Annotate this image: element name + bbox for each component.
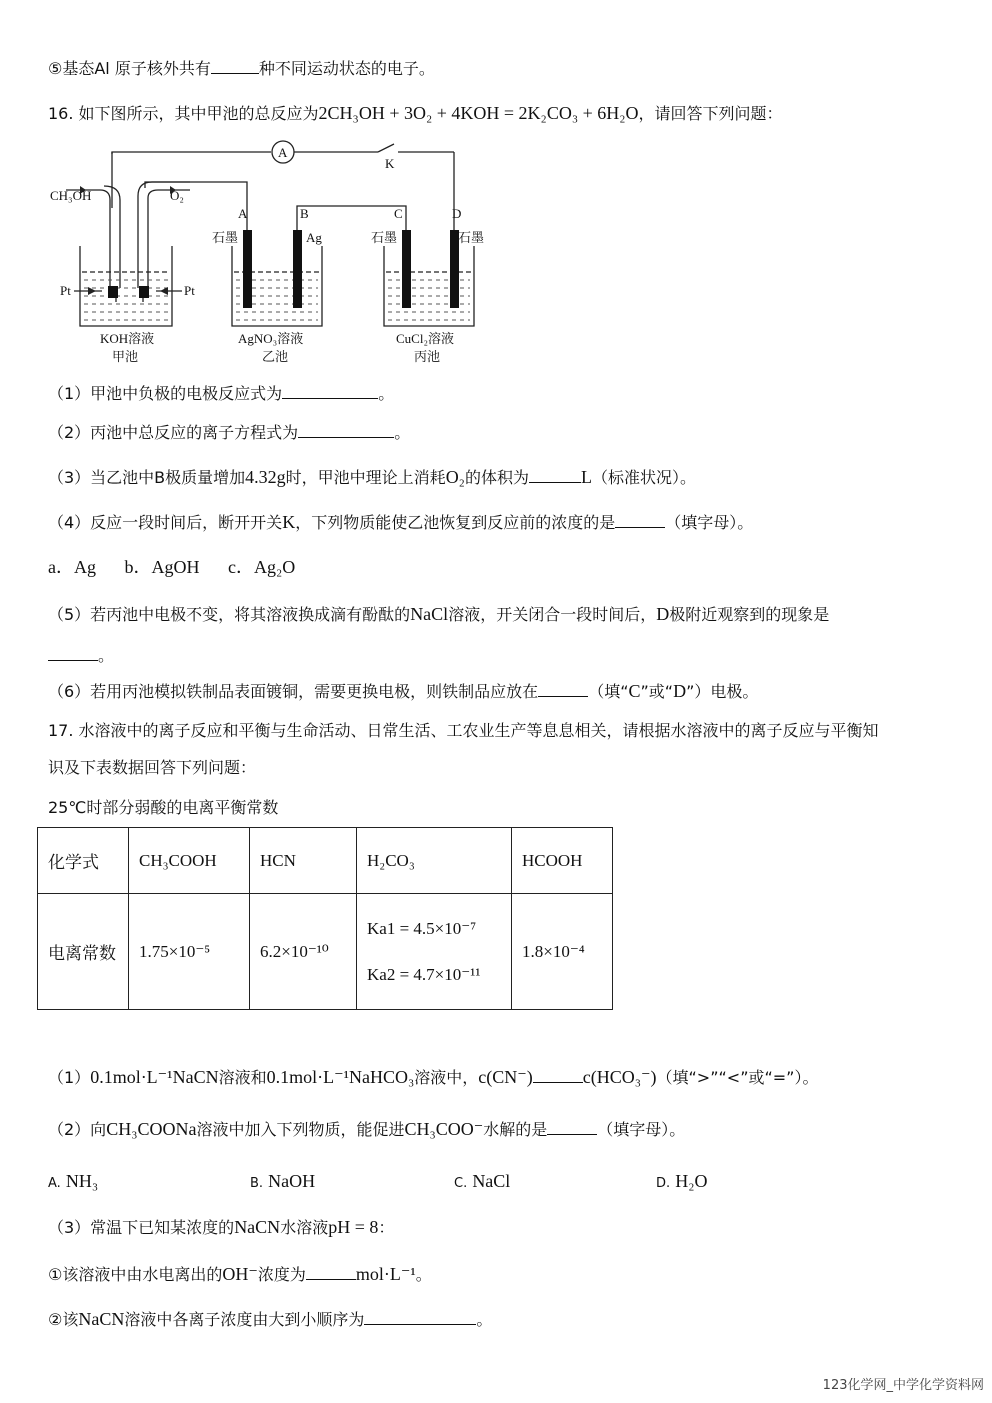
q17-p3-1: ①该溶液中由水电离出的OH⁻浓度为 mol·L⁻¹。	[48, 1264, 432, 1284]
total-equation: 2CH₃OH + 3O₂ + 4KOH = 2K₂CO₃ + 6H₂O	[318, 103, 639, 123]
answer-blank[interactable]	[529, 467, 581, 483]
answer-blank[interactable]	[615, 512, 665, 528]
q17-p3-2: ②该NaCN溶液中各离子浓度由大到小顺序为 。	[48, 1309, 493, 1329]
switch-label: K	[385, 156, 395, 171]
label-b: B	[300, 206, 309, 221]
q16-p5-answer: 。	[48, 645, 114, 667]
q17-stem-line2: 识及下表数据回答下列问题：	[48, 758, 257, 777]
q16-p5: （5）若丙池中电极不变，将其溶液换成滴有酚酞的NaCl溶液，开关闭合一段时间后，D极附近观察到的现象是	[48, 604, 830, 624]
table-header-row: 化学式 CH₃COOH HCN H₂CO₃ HCOOH	[38, 828, 613, 894]
q16-stem: 16. 如下图所示，其中甲池的总反应为2CH₃OH + 3O₂ + 4KOH = 2K₂CO₃ + 6H₂O，请回答下列问题：	[48, 103, 783, 123]
graphite-label-3: 石墨	[458, 230, 485, 245]
pt-left-label: Pt	[60, 283, 71, 298]
o2-label: O₂	[170, 188, 184, 203]
pool3-solution: CuCl₂溶液	[396, 331, 454, 346]
ka1-value: Ka1 = 4.5×10⁻⁷	[367, 918, 477, 938]
ionization-constant-table	[37, 827, 613, 1010]
q16-p1: （1）甲池中负极的电极反应式为 。	[48, 384, 395, 403]
option-a: a．Ag	[48, 557, 96, 577]
label-d: D	[452, 206, 462, 221]
ammeter-label: A	[278, 145, 288, 160]
option-c: c．Ag₂O	[228, 557, 296, 577]
ka2-value: Ka2 = 4.7×10⁻¹¹	[367, 964, 481, 984]
answer-blank[interactable]	[306, 1264, 356, 1280]
electrode-b	[293, 230, 302, 308]
graphite-label-1: 石墨	[212, 230, 239, 245]
ch3oh-label: CH₃OH	[50, 188, 92, 203]
q17-option-a: A. NH₃	[48, 1171, 99, 1191]
q15-item5: ⑤基态Al 原子核外共有 种不同运动状态的电子。	[48, 59, 435, 78]
pool1-solution: KOH溶液	[100, 331, 155, 346]
ag-label: Ag	[306, 230, 322, 245]
answer-blank[interactable]	[364, 1309, 476, 1325]
q17-p1: （1）0.1mol·L⁻¹NaCN溶液和0.1mol·L⁻¹NaHCO₃溶液中，c(CN⁻) c(HCO₃⁻)（填“>”“<”或“=”）。	[48, 1067, 819, 1087]
q17-option-b: B. NaOH	[250, 1171, 316, 1191]
label-c: C	[394, 206, 403, 221]
electrochemistry-diagram	[40, 138, 510, 370]
pool2-name: 乙池	[262, 349, 289, 364]
pt-right-label: Pt	[184, 283, 195, 298]
q17-option-c: C. NaCl	[454, 1171, 511, 1191]
answer-blank[interactable]	[298, 422, 394, 438]
label-a: A	[238, 206, 248, 221]
table-caption: 25℃时部分弱酸的电离平衡常数	[48, 798, 279, 817]
answer-blank[interactable]	[533, 1067, 583, 1083]
pool2-solution: AgNO₃溶液	[238, 331, 304, 346]
answer-blank[interactable]	[211, 58, 259, 74]
answer-blank[interactable]	[538, 681, 588, 697]
answer-blank[interactable]	[282, 383, 378, 399]
q16-p4: （4）反应一段时间后，断开开关K，下列物质能使乙池恢复到反应前的浓度的是 （填字母）。	[48, 512, 754, 532]
footer-watermark: 123化学网_中学化学资料网	[822, 1378, 984, 1393]
electrode-c	[402, 230, 411, 308]
pool3-name: 丙池	[414, 349, 441, 364]
electrode-a	[243, 230, 252, 308]
q17-option-d: D. H₂O	[656, 1171, 708, 1191]
table-row: 电离常数 1.75×10⁻⁵ 6.2×10⁻¹⁰ Ka1 = 4.5×10⁻⁷ Ka2 = 4.7×10⁻¹¹ 1.8×10⁻⁴	[38, 894, 613, 1010]
q17-p3: （3）常温下已知某浓度的NaCN水溶液pH = 8：	[48, 1217, 395, 1237]
q16-p6: （6）若用丙池模拟铁制品表面镀铜，需要更换电极，则铁制品应放在 （填“C”或“D”）电极。	[48, 681, 759, 701]
q17-stem-line1: 17. 水溶液中的离子反应和平衡与生命活动、日常生活、工农业生产等息息相关，请根据水溶液中的离子反应与平衡知	[48, 721, 879, 740]
q17-p2: （2）向CH₃COONa溶液中加入下列物质，能促进CH₃COO⁻水解的是 （填字母）。	[48, 1119, 686, 1139]
q16-p2: （2）丙池中总反应的离子方程式为 。	[48, 423, 411, 442]
answer-blank[interactable]	[48, 645, 98, 661]
q16-p4-options	[48, 556, 295, 578]
graphite-label-2: 石墨	[371, 230, 398, 245]
q16-p3: （3）当乙池中B极质量增加4.32g时，甲池中理论上消耗O₂的体积为 L（标准状况）。	[48, 467, 696, 487]
option-b: b．AgOH	[124, 557, 200, 577]
pool1-name: 甲池	[112, 349, 139, 364]
answer-blank[interactable]	[547, 1119, 597, 1135]
